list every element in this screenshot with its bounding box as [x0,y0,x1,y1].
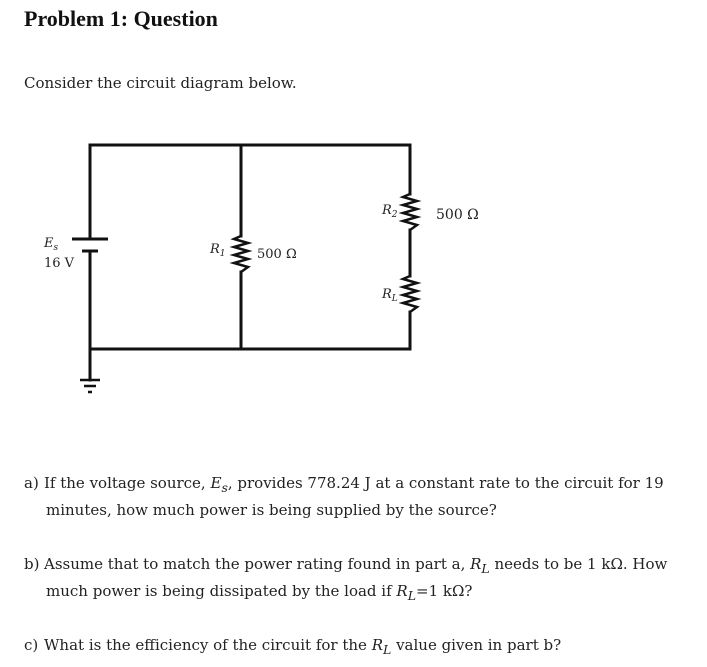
question-c-label: c) [24,636,39,654]
question-a: a) If the voltage source, $E_s$, provides 778.24 J at a constant rate to the circuit for 19 minutes, how much power is being supplied by the source? [24,474,664,519]
rl-label: $R_L$ [382,287,398,304]
resistor-rl-symbol [403,276,417,312]
resistor-r2-symbol [403,194,417,230]
source-label: $E_s$ [44,236,59,253]
r1-value: 500 Ω [257,247,297,262]
question-b-label: b) [24,555,40,573]
r1-label: $R_1$ [210,242,226,259]
question-b: b) Assume that to match the power rating found in part a, $R_L$ needs to be 1 kΩ. How much power is being dissipated by the load if $R_L=1$ kΩ? [24,555,668,603]
battery-symbol [72,239,108,251]
question-c: c) What is the efficiency of the circuit for the $R_L$ value given in part b? [24,636,562,657]
source-value: 16 V [44,256,75,271]
ground-symbol [80,380,100,392]
intro-text: Consider the circuit diagram below. [24,74,297,92]
r2-value: 500 Ω [436,207,479,223]
r2-label: $R_2$ [382,203,398,220]
question-a-label: a) [24,474,39,492]
resistor-r1-symbol [234,236,248,272]
page-title: Problem 1: Question [24,6,218,31]
